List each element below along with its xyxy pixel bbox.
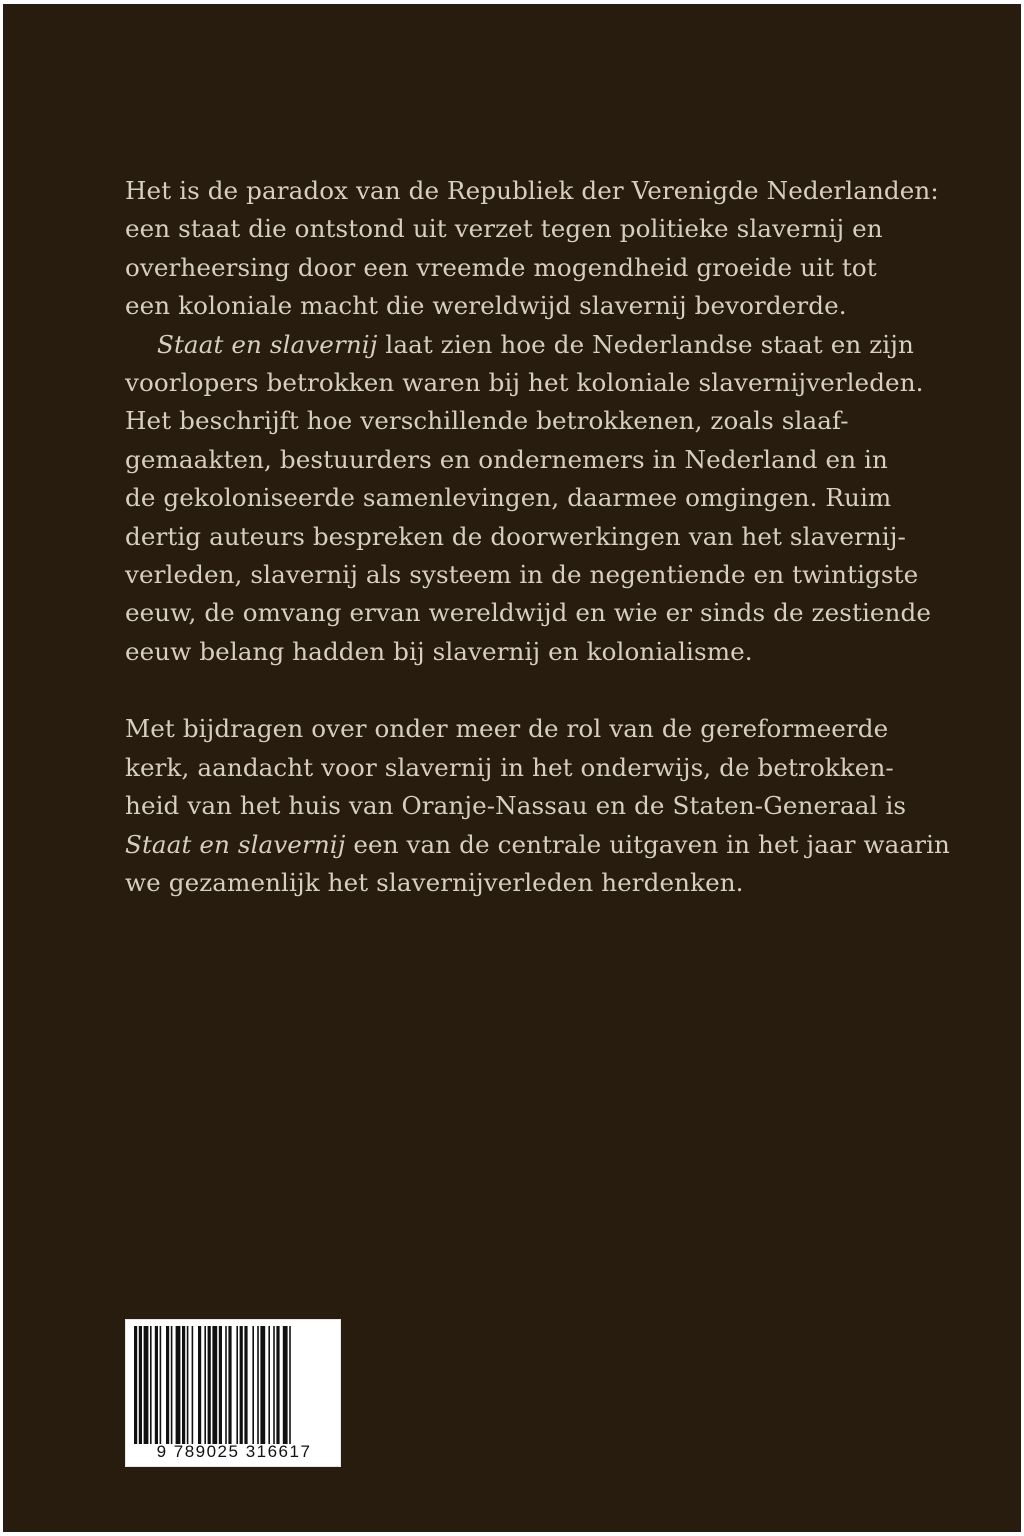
- barcode-bar: [166, 1326, 169, 1444]
- barcode-bar: [139, 1326, 142, 1444]
- book-title-italic: Staat en slavernij: [157, 329, 378, 359]
- paragraph-gap: [125, 671, 905, 710]
- barcode-bar: [212, 1326, 217, 1444]
- barcode-bar: [192, 1326, 194, 1444]
- barcode-bars: [134, 1326, 334, 1444]
- text-line: een staat die ontstond uit verzet tegen politieke slavernij en: [125, 214, 883, 244]
- blurb-paragraph-2: [125, 326, 931, 672]
- barcode-bar: [134, 1326, 137, 1444]
- text-line: eeuw, de omvang ervan wereldwijd en wie er sinds de zestiende: [125, 598, 931, 628]
- text-line: Met bijdragen over onder meer de rol van de gereformeerde: [125, 714, 889, 744]
- text-segment: een van de centrale uitgaven in het jaar waarin: [345, 829, 950, 859]
- barcode-bar: [187, 1326, 189, 1444]
- book-back-cover: [3, 4, 1021, 1532]
- barcode-bar: [260, 1326, 265, 1444]
- text-line: kerk, aandacht voor slavernij in het onderwijs, de betrokken-: [125, 752, 894, 782]
- barcode-bar: [244, 1326, 247, 1444]
- barcode-bar: [150, 1326, 152, 1444]
- text-line: Het is de paradox van de Republiek der Verenigde Nederlanden:: [125, 176, 939, 205]
- text-line: we gezamenlijk het slavernijverleden herdenken.: [125, 867, 744, 897]
- barcode-bar: [144, 1326, 149, 1444]
- text-line: voorlopers betrokken waren bij het koloniale slavernijverleden.: [125, 368, 924, 398]
- barcode-bar: [204, 1326, 206, 1444]
- barcode-bar: [155, 1326, 158, 1444]
- isbn-number: 9 789025 316617: [156, 1442, 312, 1461]
- barcode-bar: [198, 1326, 201, 1444]
- text-line: de gekoloniseerde samenlevingen, daarmee omgingen. Ruim: [125, 483, 892, 513]
- text-line: dertig auteurs bespreken de doorwerkingen van het slavernij-: [125, 521, 906, 551]
- barcode-bar: [219, 1326, 222, 1444]
- barcode-bar: [228, 1326, 231, 1444]
- text-line: eeuw belang hadden bij slavernij en kolonialisme.: [125, 636, 753, 666]
- text-line: een koloniale macht die wereldwijd slavernij bevorderde.: [125, 291, 847, 321]
- blurb-paragraph-1: [125, 172, 939, 326]
- barcode-bar: [171, 1326, 173, 1444]
- barcode-bar: [268, 1326, 270, 1444]
- barcode-bar: [276, 1326, 279, 1444]
- text-line: gemaakten, bestuurders en ondernemers in Nederland en in: [125, 444, 888, 474]
- barcode-bar: [240, 1326, 243, 1444]
- text-line: verleden, slavernij als systeem in de negentiende en twintigste: [125, 560, 919, 590]
- blurb-text: [125, 172, 950, 902]
- blurb-paragraph-3: [125, 710, 950, 902]
- barcode-bar: [208, 1326, 211, 1444]
- barcode-bar: [252, 1326, 254, 1444]
- isbn-barcode: [125, 1319, 341, 1467]
- barcode-bar: [283, 1326, 288, 1444]
- barcode-bar: [289, 1326, 291, 1444]
- text-line: [125, 326, 914, 364]
- book-title-italic: Staat en slavernij: [125, 829, 346, 859]
- text-segment: laat zien hoe de Nederlandse staat en zijn: [377, 329, 914, 359]
- barcode-bar: [236, 1326, 238, 1444]
- text-line: Het beschrijft hoe verschillende betrokkenen, zoals slaaf-: [125, 406, 849, 436]
- barcode-bar: [176, 1326, 181, 1444]
- barcode-bar: [273, 1326, 275, 1444]
- barcode-bar: [257, 1326, 259, 1444]
- text-line: heid van het huis van Oranje-Nassau en de Staten-Generaal is: [125, 791, 907, 821]
- barcode-bar: [225, 1326, 227, 1444]
- barcode-bar: [182, 1326, 185, 1444]
- text-line: [125, 826, 950, 864]
- text-line: overheersing door een vreemde mogendheid groeide uit tot: [125, 252, 877, 282]
- barcode-bar: [160, 1326, 162, 1444]
